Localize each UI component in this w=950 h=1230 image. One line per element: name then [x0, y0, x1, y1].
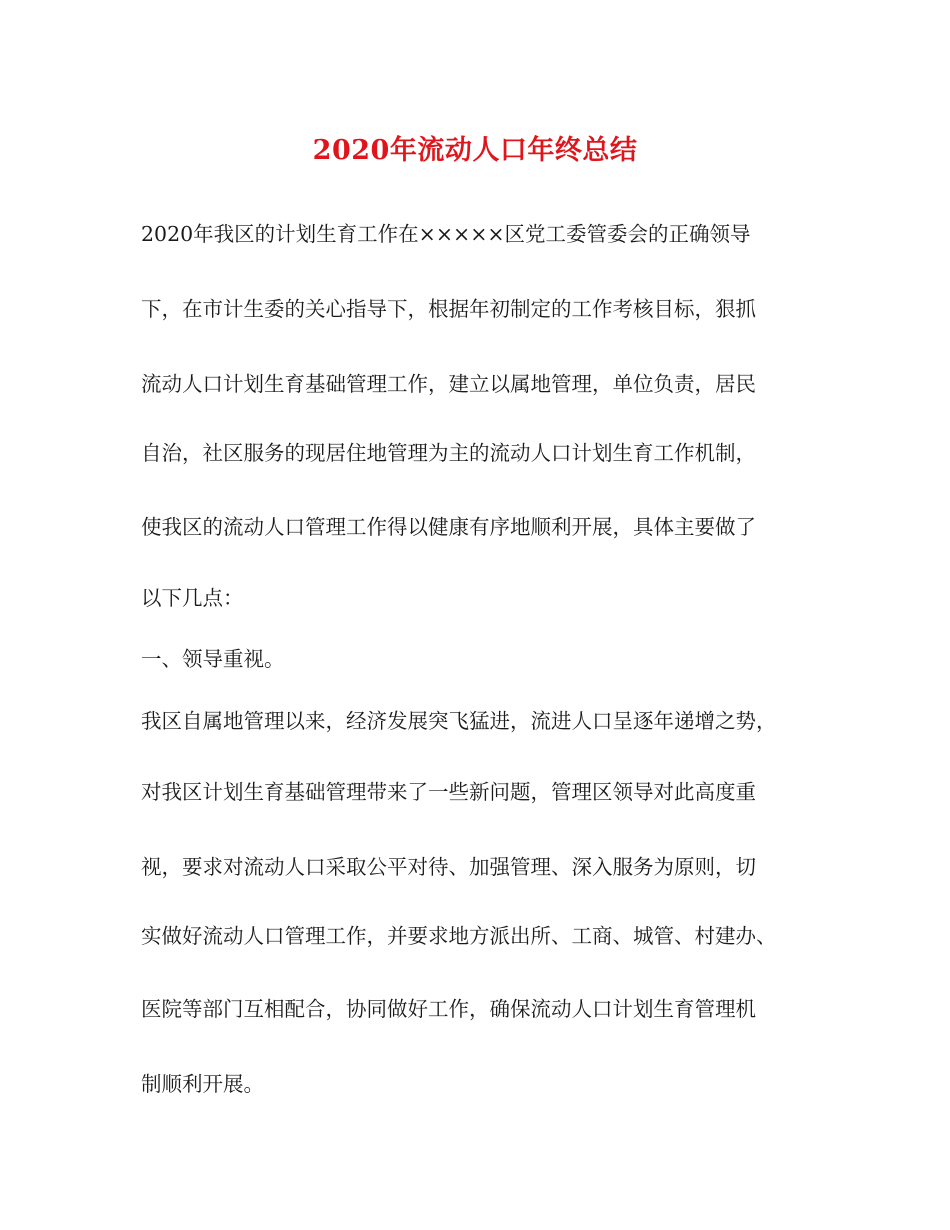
- section1-line-6: 制顺利开展。: [141, 1072, 264, 1096]
- section1-line-3: 视，要求对流动人口采取公平对待、加强管理、深入服务为原则，切: [141, 855, 756, 879]
- intro-line-4: 自治，社区服务的现居住地管理为主的流动人口计划生育工作机制，: [141, 441, 756, 465]
- section1-line-2: 对我区计划生育基础管理带来了一些新问题，管理区领导对此高度重: [141, 780, 756, 804]
- section1-line-1: 我区自属地管理以来，经济发展突飞猛进，流进人口呈逐年递增之势，: [141, 709, 777, 733]
- intro-line-6: 以下几点：: [141, 586, 244, 610]
- section1-line-4: 实做好流动人口管理工作，并要求地方派出所、工商、城管、村建办、: [141, 924, 777, 948]
- intro-line-1: 2020年我区的计划生育工作在×××××区党工委管委会的正确领导: [141, 222, 751, 246]
- section-heading-1: 一、领导重视。: [141, 647, 285, 671]
- intro-line-2: 下，在市计生委的关心指导下，根据年初制定的工作考核目标，狠抓: [141, 297, 756, 321]
- intro-line-5: 使我区的流动人口管理工作得以健康有序地顺利开展，具体主要做了: [141, 515, 756, 539]
- intro-line-3: 流动人口计划生育基础管理工作，建立以属地管理，单位负责，居民: [141, 372, 756, 396]
- document-title: 2020年流动人口年终总结: [312, 135, 638, 166]
- section1-line-5: 医院等部门互相配合，协同做好工作，确保流动人口计划生育管理机: [141, 997, 756, 1021]
